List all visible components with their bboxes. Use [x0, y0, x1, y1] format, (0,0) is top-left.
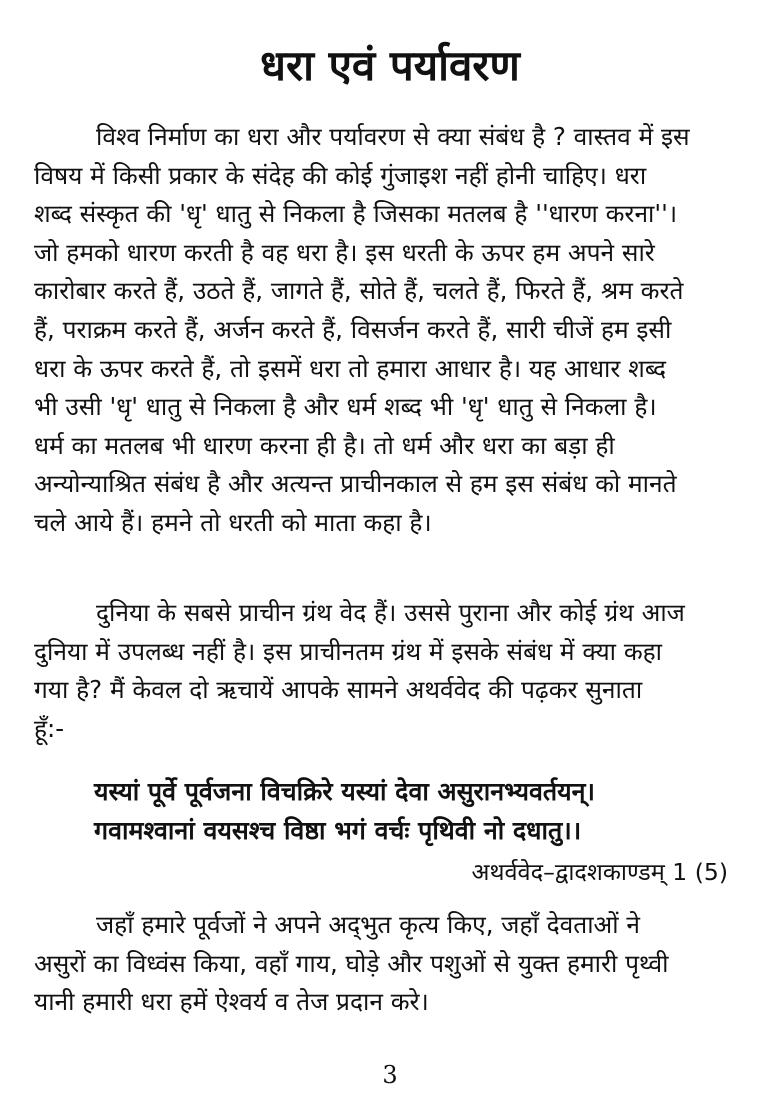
verse-line: यस्यां पूर्वे पूर्वजना विचक्रिरे यस्यां देवा असुरानभ्यवर्तयन्। — [94, 777, 595, 806]
paragraph-vedas — [34, 594, 736, 748]
text-line: दुनिया में उपलब्ध नहीं है। इस प्राचीनतम ग्रंथ में इसके संबंध में क्या कहा — [34, 636, 662, 666]
verse-citation: अथर्ववेद–द्वादशकाण्डम् 1 (5) — [471, 858, 728, 886]
text-line: हूँ:- — [34, 713, 65, 743]
page-number: 3 — [382, 1061, 398, 1089]
text-line: भी उसी 'धृ' धातु से निकला है और धर्म शब्द भी 'धृ' धातु से निकला है। — [34, 392, 657, 422]
text-line: धर्म का मतलब भी धारण करना ही है। तो धर्म और धरा का बड़ा ही — [34, 430, 615, 460]
text-line: विश्व निर्माण का धरा और पर्यावरण से क्या संबंध है ? वास्तव में इस — [96, 122, 690, 151]
text-line: जो हमको धारण करती है वह धरा है। इस धरती के ऊपर हम अपने सारे — [34, 237, 655, 267]
text-line: यानी हमारी धरा हमें ऐश्वर्य व तेज प्रदान करे। — [34, 987, 429, 1017]
text-line: चले आये हैं। हमने तो धरती को माता कहा है। — [34, 507, 432, 537]
text-line: हैं, पराक्रम करते हैं, अर्जन करते हैं, विसर्जन करते हैं, सारी चीजें हम इसी — [34, 314, 672, 344]
paragraph-verse-meaning — [34, 906, 736, 1022]
text-line: जहाँ हमारे पूर्वजों ने अपने अद्‌भुत कृत्य किए, जहाँ देवताओं ने — [96, 910, 640, 939]
text-line: असुरों का विध्वंस किया, वहाँ गाय, घोड़े और पशुओं से युक्त हमारी पृथ्वी — [34, 948, 669, 978]
text-line: कारोबार करते हैं, उठते हैं, जागते हैं, सोते हैं, चलते हैं, फिरते हैं, श्रम करते — [34, 276, 684, 306]
verse-line: गवामश्वानां वयसश्च विष्ठा भगं वर्चः पृथिवी नो दधातु।। — [94, 816, 582, 845]
text-line: दुनिया के सबसे प्राचीन ग्रंथ वेद हैं। उससे पुराना और कोई ग्रंथ आज — [96, 598, 685, 627]
sanskrit-verse — [94, 772, 734, 850]
page-title: धरा एवं पर्यावरण — [260, 41, 520, 90]
text-line: शब्द संस्कृत की 'धृ' धातु से निकला है जिसका मतलब है ''धारण करना''। — [34, 199, 678, 229]
text-line: धरा के ऊपर करते हैं, तो इसमें धरा तो हमारा आधार है। यह आधार शब्द — [34, 353, 667, 383]
paragraph-dhara-meaning — [34, 118, 736, 543]
text-line: विषय में किसी प्रकार के संदेह की कोई गुंजाइश नहीं होनी चाहिए। धरा — [34, 160, 647, 190]
text-line: अन्योन्याश्रित संबंध है और अत्यन्त प्राचीनकाल से हम इस संबंध को मानते — [34, 469, 677, 499]
text-line: गया है? मैं केवल दो ऋचायें आपके सामने अथर्ववेद की पढ़कर सुनाता — [34, 675, 643, 705]
